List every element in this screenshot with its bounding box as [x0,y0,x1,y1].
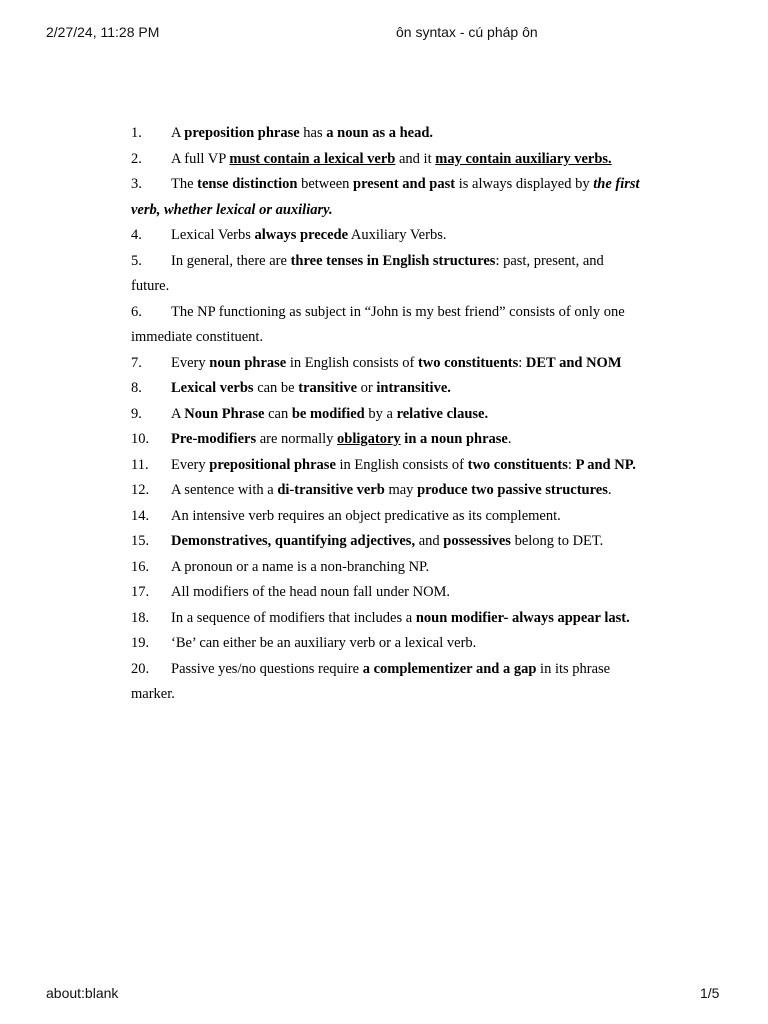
item-text: and [415,533,444,549]
item-text: In general, there are [171,252,291,269]
item-text: a complementizer and a gap [362,660,537,677]
item-text: : past, present, and future. [131,252,604,294]
list-item [131,580,641,606]
item-text: . [507,431,512,447]
item-text: or [357,380,377,396]
item-number: 15. [131,533,150,549]
item-text: Pre-modifiers [171,431,257,447]
item-text: must contain a lexical verb [229,150,396,167]
item-text: present and past [353,176,456,192]
item-text: . [607,482,612,498]
item-text: An intensive verb requires an object predicative as its complement. [171,507,561,524]
item-text: Auxiliary Verbs. [348,227,447,243]
item-text: A sentence with a [171,482,278,498]
item-number: 6. [131,303,142,320]
list-item [131,121,641,147]
item-number: 3. [131,176,142,192]
item-number: 8. [131,380,142,396]
item-text: noun modifier- always appear last. [415,609,630,626]
item-text: Lexical verbs [171,380,254,396]
list-item [131,300,641,351]
item-text: may [384,482,418,498]
page-number: 1/5 [700,985,720,1001]
item-text: intransitive. [376,380,451,396]
list-item [131,351,641,377]
item-number: 16. [131,558,150,575]
item-number: 7. [131,354,142,371]
item-text: preposition phrase [184,125,300,141]
item-text: di-transitive verb [277,482,385,498]
item-text: the first verb, whether lexical or auxiliary. [131,176,640,218]
item-text: and it [395,150,436,167]
item-text: Demonstratives, quantifying adjectives, [171,533,416,549]
item-text: All modifiers of the head noun fall under NOM. [171,584,451,600]
item-number: 4. [131,227,142,243]
item-text: noun phrase [209,354,287,371]
item-text: : [518,354,526,371]
item-text: a noun as a head. [326,125,434,141]
item-text: tense distinction [197,176,298,192]
item-text: In a sequence of modifiers that includes a [171,609,416,626]
item-text: belong to DET. [510,533,604,549]
item-text: Every [171,354,210,371]
item-text: are normally [256,431,338,447]
item-number: 9. [131,405,142,422]
item-text: A [171,405,185,422]
item-text: in its phrase marker. [131,660,611,702]
list-item [131,631,641,657]
list-item [131,172,641,223]
item-text: A full VP [171,150,230,167]
item-number: 14. [131,507,150,524]
item-text: A [171,125,185,141]
item-text: be modified [291,405,365,422]
page-title: ôn syntax - cú pháp ôn [396,24,538,40]
item-text: The NP functioning as subject in “John is my best friend” consists of only one immediate constituent. [131,303,625,345]
list-item [131,529,641,555]
item-text: prepositional phrase [209,456,336,473]
item-text: produce two passive structures [417,482,608,498]
item-text: by a [364,405,397,422]
item-number: 5. [131,252,142,269]
item-number: 1. [131,125,142,141]
list-item [131,606,641,632]
item-text: has [299,125,327,141]
item-text: can be [253,380,299,396]
item-text: A pronoun or a name is a non-branching NP. [171,558,430,575]
item-text: Lexical Verbs [171,227,255,243]
item-text: in English consists of [335,456,468,473]
item-text: relative clause. [396,405,489,422]
item-text: always precede [254,227,349,243]
list-item [131,555,641,581]
page-url: about:blank [46,985,119,1001]
list-item [131,376,641,402]
item-number: 11. [131,456,149,473]
list-item [131,504,641,530]
item-text: is always displayed by [455,176,594,192]
item-text: between [297,176,354,192]
list-item [131,402,641,428]
item-text: three tenses in English structures [290,252,496,269]
list-item [131,249,641,300]
item-number: 20. [131,660,150,677]
list-item [131,453,641,479]
item-text: two constituents [417,354,519,371]
print-datetime: 2/27/24, 11:28 PM [46,24,160,40]
item-text: in English consists of [286,354,418,371]
item-text: ‘Be’ can either be an auxiliary verb or a lexical verb. [171,635,477,651]
item-text: Every [171,456,210,473]
item-text: can [264,405,292,422]
item-text: P and NP. [575,456,636,473]
item-text: in a noun phrase [404,431,508,447]
item-number: 10. [131,431,150,447]
item-text: possessives [443,533,511,549]
item-number: 2. [131,150,142,167]
item-text: obligatory [337,431,401,447]
item-text: : [567,456,576,473]
list-item [131,147,641,173]
item-number: 17. [131,584,150,600]
item-number: 12. [131,482,150,498]
statement-list [131,121,641,708]
item-text: may contain auxiliary verbs. [435,150,612,167]
item-text: DET and NOM [525,354,622,371]
item-text: transitive [298,380,358,396]
item-text: Noun Phrase [184,405,265,422]
list-item [131,427,641,453]
item-number: 19. [131,635,150,651]
list-item [131,478,641,504]
item-text: The [171,176,198,192]
list-item [131,657,641,708]
list-item [131,223,641,249]
item-number: 18. [131,609,150,626]
item-text: Passive yes/no questions require [171,660,363,677]
item-text: two constituents [467,456,568,473]
